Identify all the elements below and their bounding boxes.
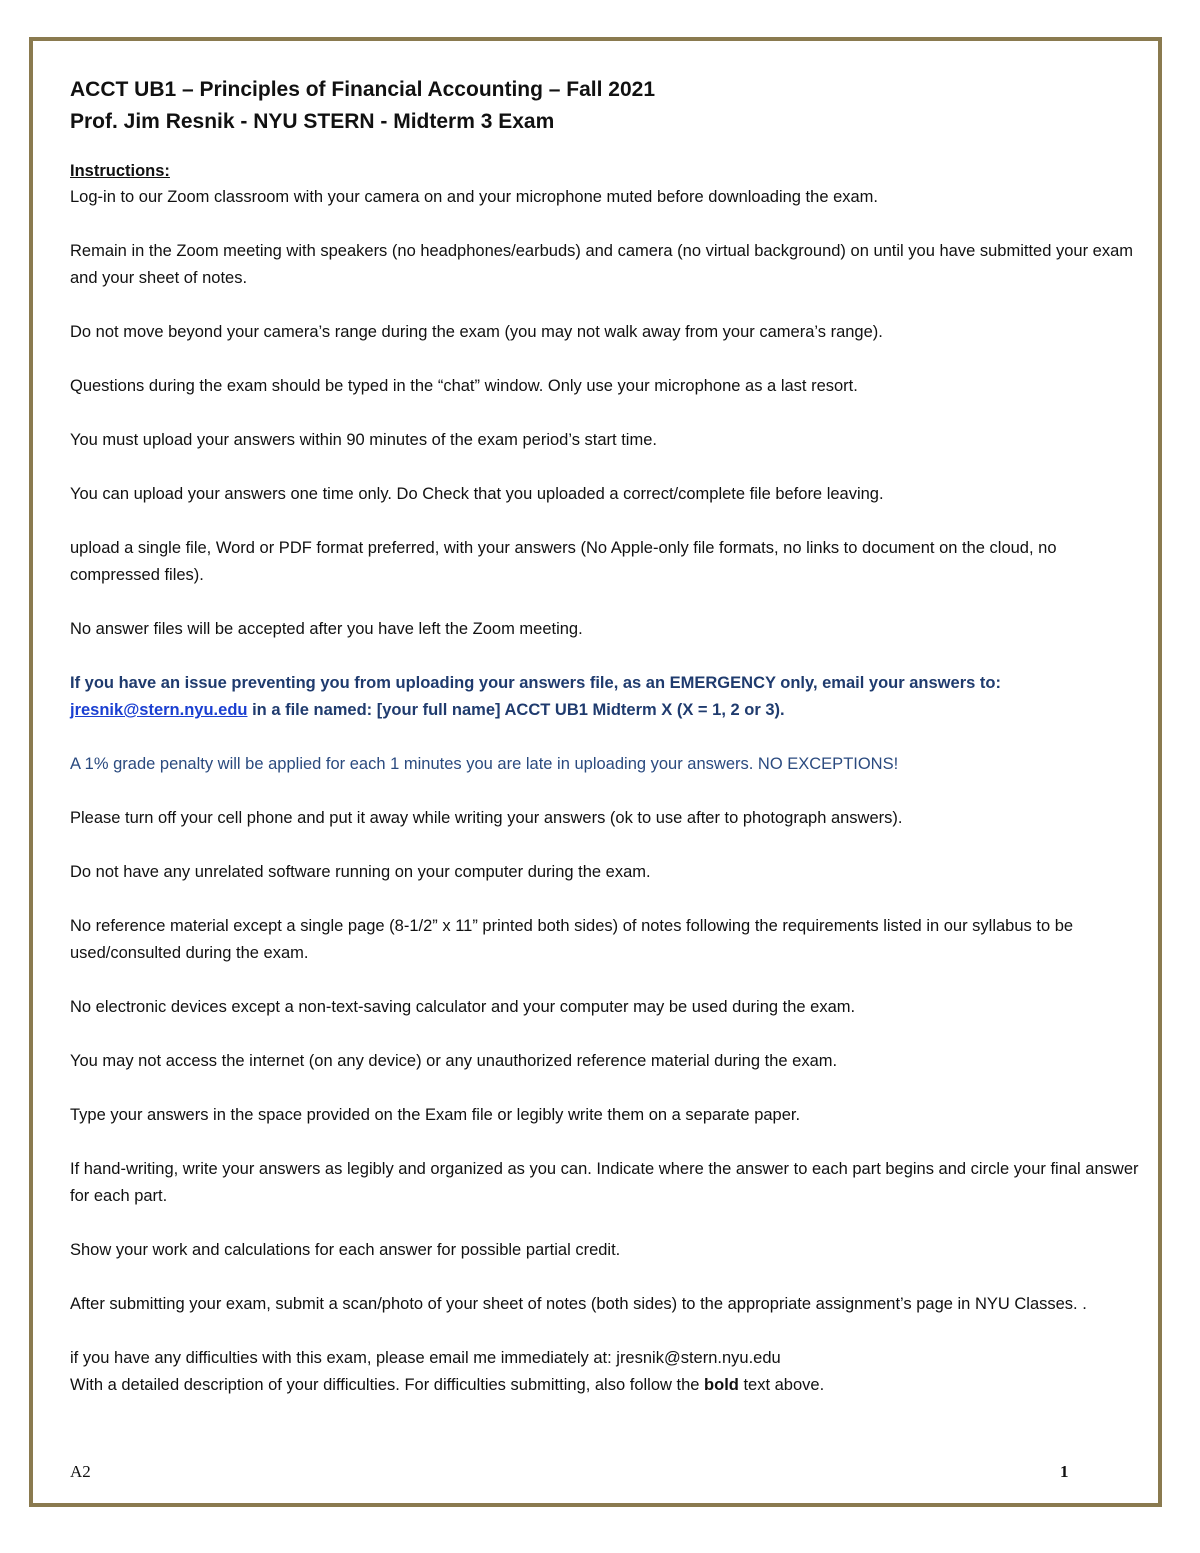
instruction-file-format: upload a single file, Word or PDF format preferred, with your answers (No Apple-only file formats, no links to document on the cloud, no compressed files).: [70, 539, 1057, 584]
page-number: 1: [1060, 1462, 1069, 1481]
instruction-submit-notes: After submitting your exam, submit a scan/photo of your sheet of notes (both sides) to the appropriate assignment’s page in NYU Classes. .: [70, 1295, 1087, 1313]
closing-bold-word: bold: [704, 1376, 739, 1394]
instruction-remain-in-zoom: Remain in the Zoom meeting with speakers (no headphones/earbuds) and camera (no virtual background) on until you have submitted your exam and your sheet of notes.: [70, 242, 1134, 287]
instruction-emergency-email: [70, 670, 1140, 724]
instruction-cell-phone: Please turn off your cell phone and put it away while writing your answers (ok to use after to photograph answers).: [70, 809, 903, 827]
instruction-camera-range: Do not move beyond your camera’s range during the exam (you may not walk away from your camera’s range).: [70, 323, 883, 341]
instruction-no-internet: You may not access the internet (on any device) or any unauthorized reference material during the exam.: [70, 1052, 838, 1070]
instruction-show-work: Show your work and calculations for each answer for possible partial credit.: [70, 1241, 621, 1259]
closing-difficulties: if you have any difficulties with this exam, please email me immediately at: jresnik@stern.nyu.edu: [70, 1349, 781, 1367]
instruction-electronic-devices: No electronic devices except a non-text-saving calculator and your computer may be used during the exam.: [70, 998, 856, 1016]
emergency-text-end: in a file named: [your full name] ACCT UB1 Midterm X (X = 1, 2 or 3).: [247, 701, 785, 719]
instruction-upload-time: You must upload your answers within 90 minutes of the exam period’s start time.: [70, 431, 657, 449]
instruction-no-software: Do not have any unrelated software running on your computer during the exam.: [70, 863, 651, 881]
instruction-reference-material: No reference material except a single page (8-1/2” x 11” printed both sides) of notes following the requirements listed in our syllabus to be used/consulted during the exam.: [70, 917, 1074, 962]
closing-text-start: With a detailed description of your difficulties. For difficulties submitting, also follow the: [70, 1376, 705, 1394]
instruction-type-answers: Type your answers in the space provided on the Exam file or legibly write them on a separate paper.: [70, 1106, 801, 1124]
instruction-no-late-files: No answer files will be accepted after you have left the Zoom meeting.: [70, 620, 583, 638]
course-title: ACCT UB1 – Principles of Financial Accounting – Fall 2021: [70, 78, 656, 101]
closing-text-end: text above.: [738, 1376, 825, 1394]
instruction-upload-once: You can upload your answers one time only. Do Check that you uploaded a correct/complete file before leaving.: [70, 485, 884, 503]
exam-document: [70, 74, 1140, 1399]
instruction-zoom-login: Log-in to our Zoom classroom with your camera on and your microphone muted before downloading the exam.: [70, 188, 879, 206]
instruction-late-penalty: A 1% grade penalty will be applied for each 1 minutes you are late in uploading your answers. NO EXCEPTIONS!: [70, 755, 899, 773]
instruction-questions-chat: Questions during the exam should be typed in the “chat” window. Only use your microphone as a last resort.: [70, 377, 858, 395]
instruction-hand-writing: If hand-writing, write your answers as legibly and organized as you can. Indicate where the answer to each part begins and circle your final answer for each part.: [70, 1160, 1139, 1205]
email-link[interactable]: jresnik@stern.nyu.edu: [70, 701, 248, 719]
footer-version: A2: [70, 1462, 91, 1481]
instructions-heading: Instructions:: [70, 162, 170, 180]
closing-description: [70, 1372, 1140, 1399]
emergency-text-start: If you have an issue preventing you from uploading your answers file, as an EMERGENCY only, email your answers to:: [70, 674, 1001, 692]
exam-title: Prof. Jim Resnik - NYU STERN - Midterm 3 Exam: [70, 110, 555, 133]
